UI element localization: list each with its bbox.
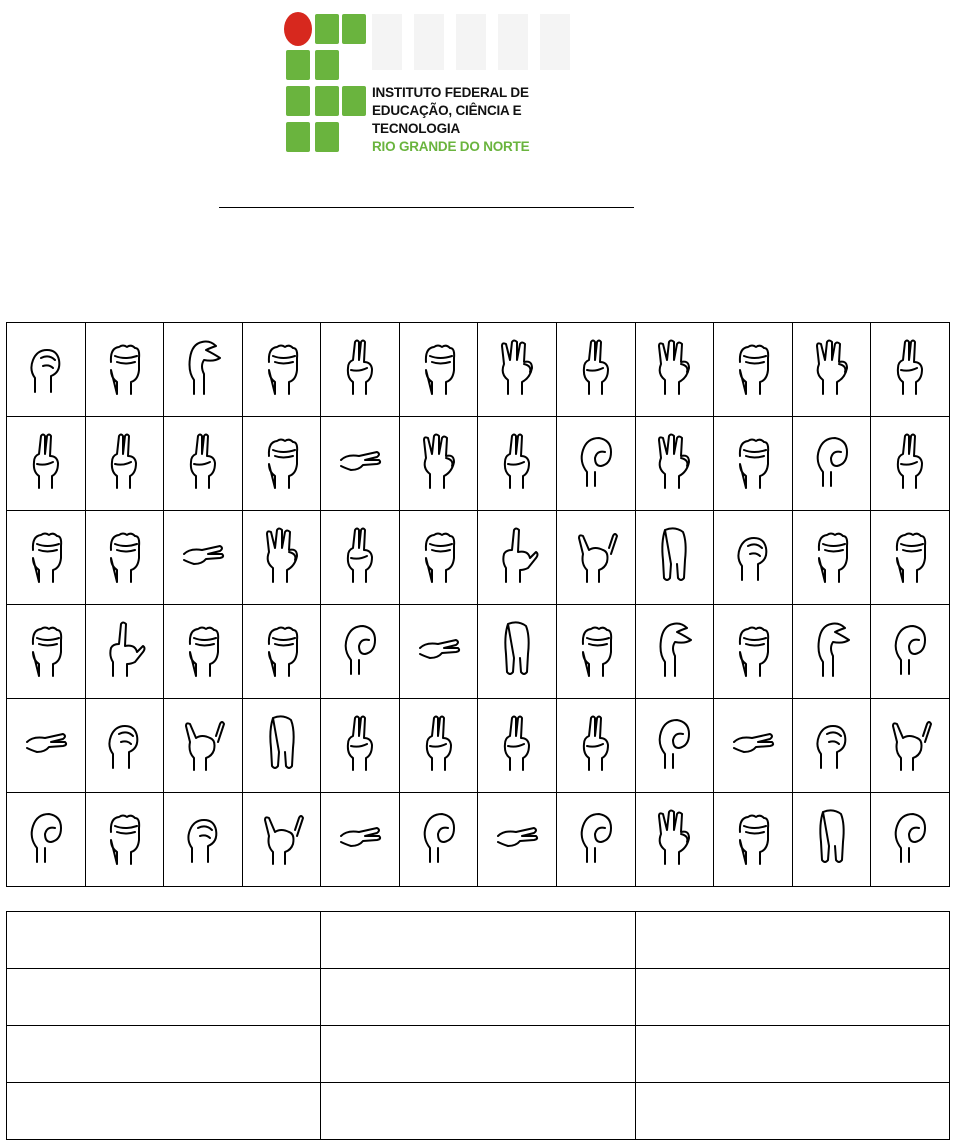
o-hand-icon [887, 806, 933, 873]
grid-cell [399, 417, 478, 511]
grid-cell [478, 511, 557, 605]
f-hand-icon [809, 336, 855, 403]
y-moving-icon [180, 712, 226, 779]
d-point-icon [337, 524, 383, 591]
grid-cell [557, 323, 636, 417]
c-hand-icon [809, 618, 855, 685]
c-hand-icon [651, 618, 697, 685]
w-moving-icon [494, 336, 540, 403]
grid-cell [557, 605, 636, 699]
o-hand-icon [573, 430, 619, 497]
answer-cell[interactable] [321, 912, 635, 969]
h-sideways-icon [494, 806, 540, 873]
grid-cell [7, 417, 86, 511]
z-sign-icon [180, 806, 226, 873]
grid-cell [85, 793, 164, 887]
grid-cell [478, 417, 557, 511]
y-hand-icon [259, 806, 305, 873]
grid-cell [321, 605, 400, 699]
e-fist-icon [730, 806, 776, 873]
grid-cell [242, 605, 321, 699]
grid-cell [871, 511, 950, 605]
grid-cell [321, 793, 400, 887]
grid-cell [714, 323, 793, 417]
grid-cell [7, 793, 86, 887]
grid-cell [714, 699, 793, 793]
z-sign-icon [730, 524, 776, 591]
u-fingers-icon [337, 712, 383, 779]
grid-cell [7, 323, 86, 417]
m-fist-icon [259, 430, 305, 497]
m-fist-icon [101, 524, 147, 591]
e-fist-icon [730, 618, 776, 685]
k-moving-icon [416, 430, 462, 497]
m-fist-icon [730, 430, 776, 497]
g-sideways-icon [180, 524, 226, 591]
grid-cell [714, 793, 793, 887]
s-fist-icon [887, 524, 933, 591]
r-crossed-icon [494, 712, 540, 779]
v-fingers-icon [180, 430, 226, 497]
grid-cell [321, 511, 400, 605]
grid-cell [871, 417, 950, 511]
grid-cell [85, 699, 164, 793]
u-fingers-icon [101, 430, 147, 497]
logo-square [315, 50, 339, 80]
grid-cell [164, 793, 243, 887]
logo-text [372, 84, 580, 156]
grid-cell [478, 793, 557, 887]
a-fist-icon [23, 618, 69, 685]
grid-cell [321, 699, 400, 793]
grid-cell [714, 605, 793, 699]
u-fingers-icon [494, 430, 540, 497]
m-fist-icon [416, 336, 462, 403]
grid-cell [635, 605, 714, 699]
answer-cell[interactable] [635, 912, 949, 969]
grid-cell [635, 417, 714, 511]
grid-cell [85, 323, 164, 417]
grid-cell [85, 605, 164, 699]
grid-cell [557, 699, 636, 793]
grid-cell [321, 417, 400, 511]
logo-watermark [372, 14, 572, 70]
o-hand-icon [809, 430, 855, 497]
answer-row [7, 1026, 950, 1083]
logo-square [286, 122, 310, 152]
grid-cell [164, 699, 243, 793]
l-hand-icon [494, 524, 540, 591]
grid-cell [7, 511, 86, 605]
grid-cell [7, 699, 86, 793]
grid-cell [792, 793, 871, 887]
u-fingers-icon [573, 336, 619, 403]
e-fist-icon [573, 618, 619, 685]
answer-row [7, 912, 950, 969]
h-sideways-icon [730, 712, 776, 779]
f-hand-icon [651, 806, 697, 873]
grid-cell [871, 793, 950, 887]
z-sign-icon [101, 712, 147, 779]
grid-cell [399, 699, 478, 793]
grid-cell [635, 323, 714, 417]
m-fist-icon [180, 618, 226, 685]
a-fist-icon [101, 806, 147, 873]
logo-square [342, 14, 366, 44]
answer-cell[interactable] [635, 1026, 949, 1083]
y-hand-icon [573, 524, 619, 591]
grid-cell [7, 605, 86, 699]
grid-cell [321, 323, 400, 417]
q-down-icon [259, 712, 305, 779]
logo-red-circle [284, 12, 312, 46]
e-fist-icon [730, 336, 776, 403]
answer-cell[interactable] [635, 969, 949, 1026]
grid-cell [85, 417, 164, 511]
grid-cell [399, 323, 478, 417]
o-hand-icon [337, 618, 383, 685]
logo-square [342, 86, 366, 116]
a-fist-icon [259, 618, 305, 685]
grid-cell [242, 699, 321, 793]
grid-cell [478, 699, 557, 793]
logo-square [286, 86, 310, 116]
grid-cell [871, 323, 950, 417]
q-down-icon [809, 806, 855, 873]
logo-square [315, 122, 339, 152]
h-sideways-icon [23, 712, 69, 779]
grid-cell [478, 605, 557, 699]
grid-cell [635, 699, 714, 793]
title-underline [219, 207, 634, 208]
answer-cell[interactable] [7, 912, 321, 969]
grid-cell [164, 605, 243, 699]
o-hand-icon [23, 806, 69, 873]
grid-cell [792, 417, 871, 511]
a-fist-icon [416, 524, 462, 591]
grid-cell [557, 511, 636, 605]
grid-cell [871, 699, 950, 793]
r-crossed-icon [573, 712, 619, 779]
h-sideways-icon [337, 806, 383, 873]
logo-square [315, 14, 339, 44]
grid-cell [635, 793, 714, 887]
logo-line-2: EDUCAÇÃO, CIÊNCIA E TECNOLOGIA [372, 103, 522, 136]
grid-cell [399, 511, 478, 605]
answer-cell[interactable] [7, 1026, 321, 1083]
grid-cell [635, 511, 714, 605]
o-hand-icon [573, 806, 619, 873]
d-point-icon [416, 712, 462, 779]
y-hand-icon [887, 712, 933, 779]
grid-cell [164, 323, 243, 417]
grid-cell [557, 417, 636, 511]
grid-cell [242, 793, 321, 887]
logo-line-3: RIO GRANDE DO NORTE [372, 139, 530, 154]
answer-cell[interactable] [7, 969, 321, 1026]
grid-cell [164, 417, 243, 511]
h-sideways-icon [337, 430, 383, 497]
grid-cell [242, 417, 321, 511]
grid-row [7, 511, 950, 605]
grid-row [7, 323, 950, 417]
r-crossed-icon [23, 430, 69, 497]
grid-cell [792, 699, 871, 793]
institution-logo [284, 14, 580, 164]
answer-row [7, 969, 950, 1026]
f-hand-icon [651, 336, 697, 403]
grid-cell [792, 605, 871, 699]
a-fist-icon [809, 524, 855, 591]
grid-row [7, 605, 950, 699]
grid-cell [164, 511, 243, 605]
a-fist-icon [101, 336, 147, 403]
o-hand-icon [416, 806, 462, 873]
grid-row [7, 793, 950, 887]
grid-cell [714, 511, 793, 605]
grid-cell [714, 417, 793, 511]
j-sign-icon [23, 336, 69, 403]
o-hand-icon [651, 712, 697, 779]
l-hand-icon [101, 618, 147, 685]
grid-cell [557, 793, 636, 887]
q-down-icon [494, 618, 540, 685]
grid-cell [792, 323, 871, 417]
logo-square [315, 86, 339, 116]
grid-cell [399, 605, 478, 699]
r-crossed-icon [887, 430, 933, 497]
grid-cell [399, 793, 478, 887]
r-crossed-icon [337, 336, 383, 403]
grid-cell [871, 605, 950, 699]
logo-line-1: INSTITUTO FEDERAL DE [372, 85, 529, 100]
grid-cell [85, 511, 164, 605]
u-fingers-icon [887, 336, 933, 403]
answer-table [6, 911, 950, 1140]
grid-row [7, 417, 950, 511]
f-hand-icon [259, 524, 305, 591]
grid-cell [792, 511, 871, 605]
c-hand-icon [180, 336, 226, 403]
p-down-icon [651, 524, 697, 591]
x-hook-icon [651, 430, 697, 497]
grid-row [7, 699, 950, 793]
answer-cell[interactable] [321, 969, 635, 1026]
answer-cell[interactable] [321, 1026, 635, 1083]
e-fist-icon [259, 336, 305, 403]
grid-cell [478, 323, 557, 417]
s-fist-icon [23, 524, 69, 591]
grid-cell [242, 511, 321, 605]
grid-cell [242, 323, 321, 417]
logo-square [286, 50, 310, 80]
j-sign-icon [809, 712, 855, 779]
o-hand-icon [887, 618, 933, 685]
hand-sign-grid [6, 322, 950, 887]
g-sideways-icon [416, 618, 462, 685]
